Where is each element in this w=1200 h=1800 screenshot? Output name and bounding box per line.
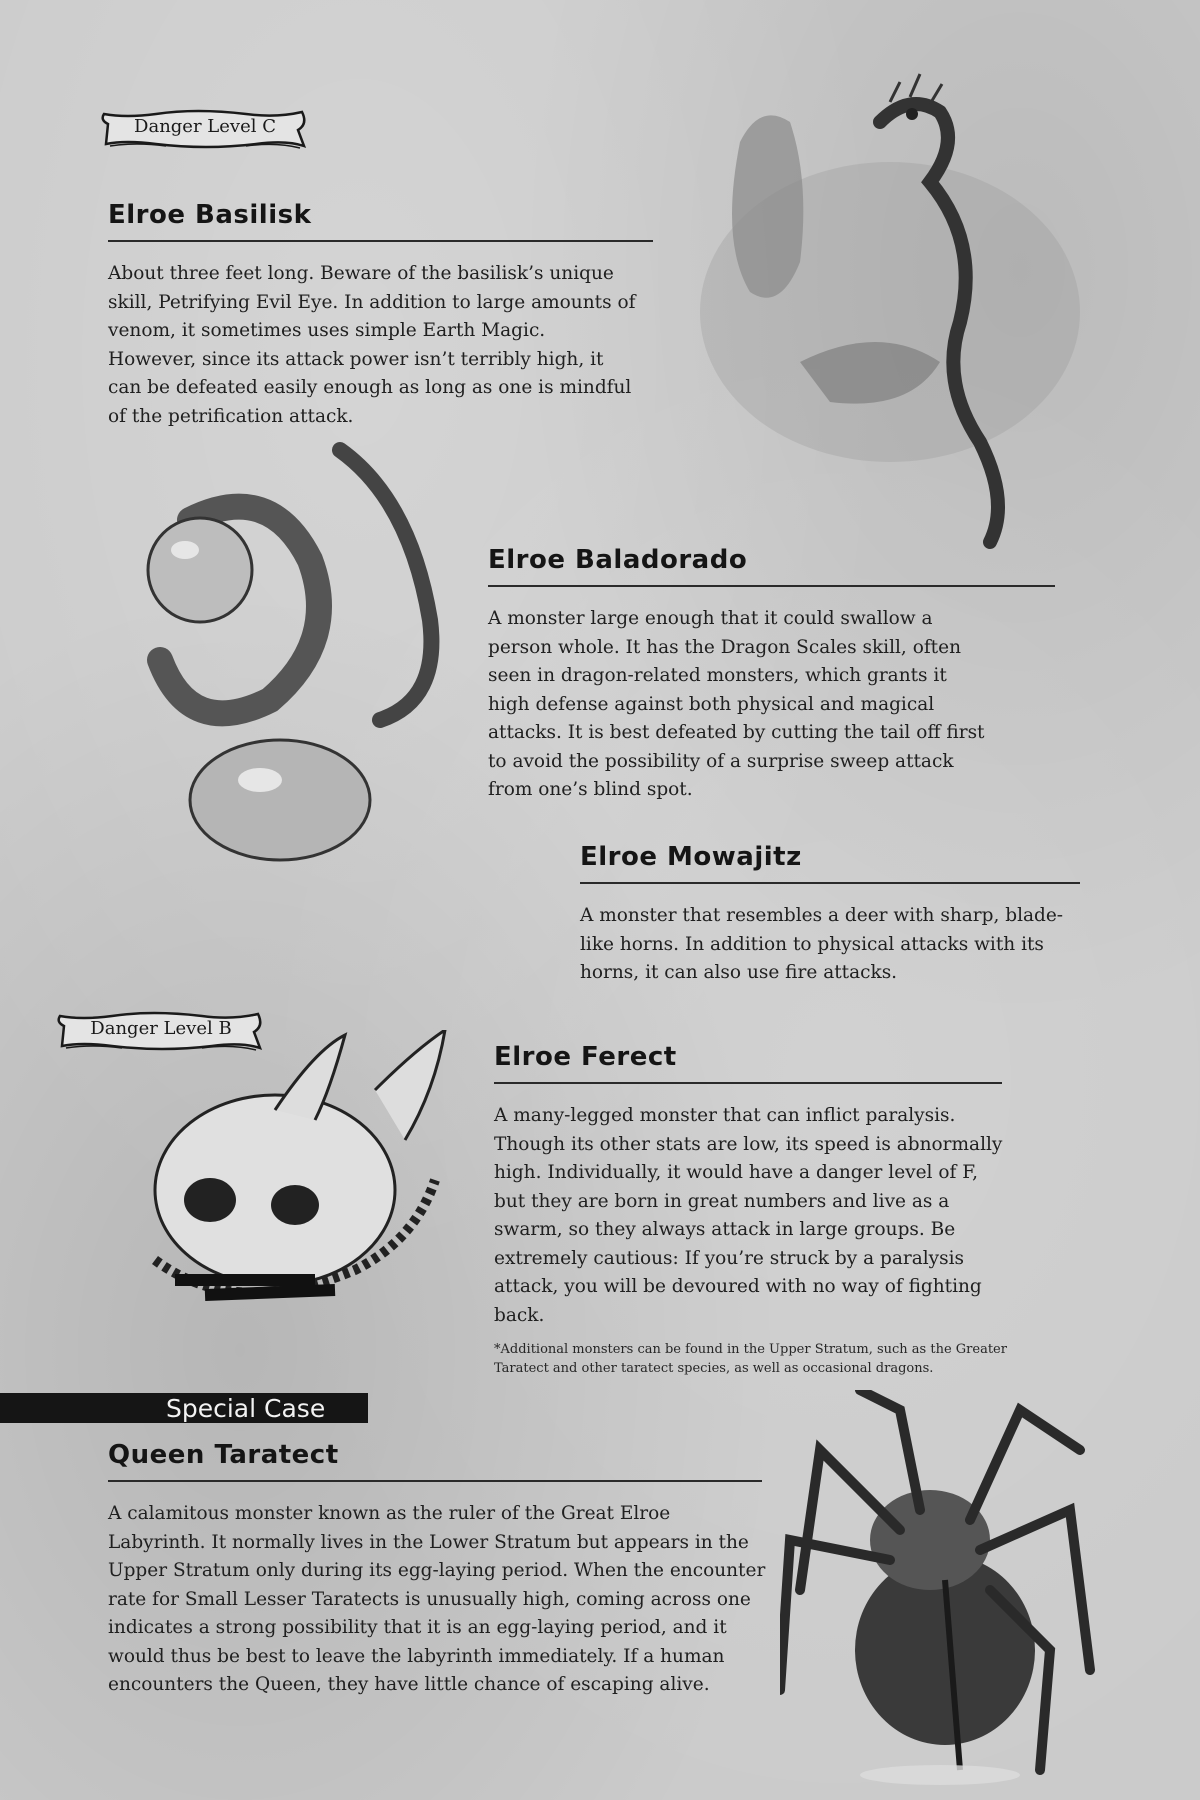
danger-level-c-label: Danger Level C [134,116,276,137]
monster-entry-mowajitz [580,842,1080,988]
monster-description: A calamitous monster known as the ruler of the Great Elroe Labyrinth. It normally lives in the Lower Stratum but appears in the Upper Stratum only during its egg-laying period. When the encounter rate for Small Lesser Taratects is unusually high, coming across one indicates a strong possibility that it is an egg-laying period, and it would thus be best to leave the labyrinth immediately. If a human encounters the Queen, they have little chance of escaping alive. [108,1503,766,1695]
danger-level-c-banner [96,100,314,158]
special-case-bar [0,1393,368,1423]
queen-taratect-illustration-icon [780,1390,1100,1790]
monster-name: Queen Taratect [108,1440,762,1482]
monster-name: Elroe Baladorado [488,545,1055,587]
monster-entry-baladorado [488,545,1055,805]
ferect-illustration-icon [115,1030,455,1330]
monster-name: Elroe Basilisk [108,200,653,242]
monster-name: Elroe Mowajitz [580,842,1080,884]
monster-description: A monster that resembles a deer with sharp, blade-like horns. In addition to physical attacks with its horns, it can also use fire attacks. [580,905,1064,983]
monster-description: About three feet long. Beware of the basilisk’s unique skill, Petrifying Evil Eye. In addition to large amounts of venom, it sometimes uses simple Earth Magic. However, since its attack power isn’t terribly high, it can be defeated easily enough as long as one is mindful of the petrification attack. [108,263,636,427]
danger-level-b-label: Danger Level B [90,1018,232,1039]
monster-entry-queen-taratect [108,1440,766,1700]
monster-entry-basilisk [108,200,653,431]
monster-description: A monster large enough that it could swallow a person whole. It has the Dragon Scales skill, often seen in dragon-related monsters, which grants it high defense against both physical and magical attacks. It is best defeated by cutting the tail off first to avoid the possibility of a surprise sweep attack from one’s blind spot. [488,608,985,800]
monster-name: Elroe Ferect [494,1042,1002,1084]
monster-description: A many-legged monster that can inflict paralysis. Though its other stats are low, its speed is abnormally high. Individually, it would have a danger level of F, but they are born in great numbers and live as a swarm, so they always attack in large groups. Be extremely cautious: If you’re struck by a paralysis attack, you will be devoured with no way of fighting back. [494,1105,1003,1326]
baladorado-illustration-icon [110,440,460,890]
monster-entry-ferect [494,1042,1007,1378]
monster-footnote: *Additional monsters can be found in the Upper Stratum, such as the Greater Taratect and other taratect species, as well as occasional dragons. [494,1342,1007,1376]
basilisk-illustration-icon [680,62,1110,552]
special-case-label: Special Case [166,1394,326,1423]
